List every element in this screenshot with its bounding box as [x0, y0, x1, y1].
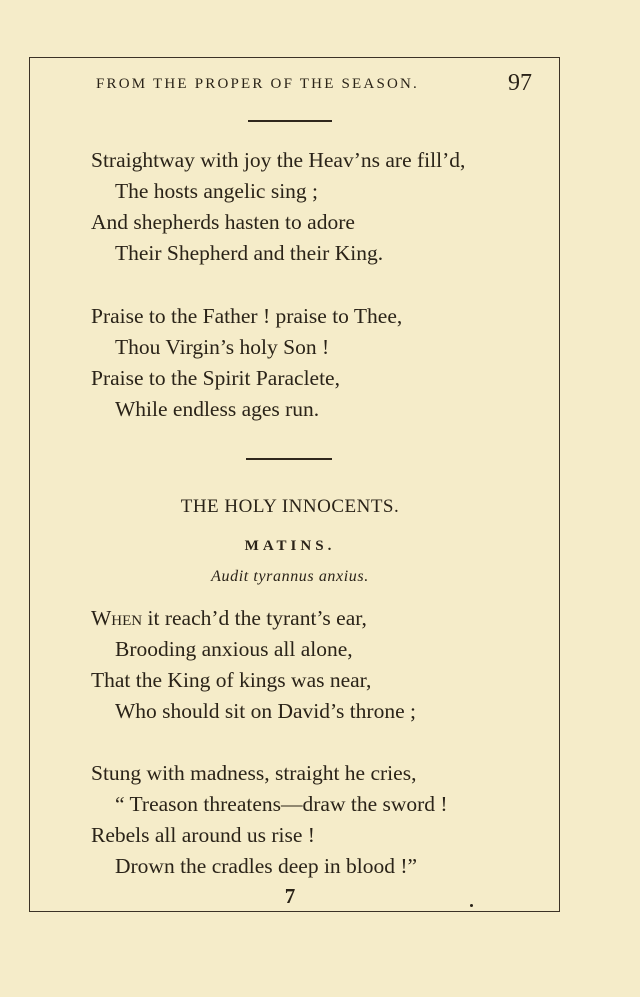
latin-incipit: Audit tyrannus anxius.: [211, 568, 369, 585]
verse-line: Rebels all around us rise !: [91, 823, 315, 847]
verse-line: While endless ages run.: [115, 397, 320, 421]
verse-line: “ Treason threatens—draw the sword !: [115, 792, 448, 816]
signature-mark: 7: [284, 884, 296, 908]
running-head: FROM THE PROPER OF THE SEASON.: [96, 76, 419, 92]
stanza-3: [91, 603, 416, 727]
stanza-1: [91, 145, 465, 269]
verse-line-rest: it reach’d the tyrant’s ear,: [142, 606, 367, 630]
verse-line: Praise to the Spirit Paraclete,: [91, 366, 340, 390]
section-divider-rule: [246, 458, 332, 460]
verse-line: Thou Virgin’s holy Son !: [115, 335, 330, 359]
verse-line: [91, 603, 416, 634]
verse-line: Praise to the Father ! praise to Thee,: [91, 304, 403, 328]
verse-line: The hosts angelic sing ;: [115, 179, 319, 203]
verse-line: Stung with madness, straight he cries,: [91, 761, 417, 785]
verse-line: That the King of kings was near,: [91, 668, 372, 692]
verse-line: And shepherds hasten to adore: [91, 210, 355, 234]
verse-line: Straightway with joy the Heav’ns are fill’d,: [91, 148, 466, 172]
running-header: [96, 70, 536, 100]
verse-line: Who should sit on David’s throne ;: [115, 699, 416, 723]
page-number: 97: [508, 70, 532, 96]
verse-line: Brooding anxious all alone,: [115, 637, 353, 661]
stanza-4: [91, 758, 448, 882]
office-heading: MATINS.: [244, 538, 336, 554]
first-word: When: [91, 606, 143, 630]
divider-rule: [248, 120, 332, 122]
stanza-2: [91, 301, 402, 425]
verse-line: Drown the cradles deep in blood !”: [115, 854, 418, 878]
ink-dot: [470, 904, 473, 907]
hymn-title: THE HOLY INNOCENTS.: [180, 496, 400, 517]
verse-line: Their Shepherd and their King.: [115, 241, 384, 265]
